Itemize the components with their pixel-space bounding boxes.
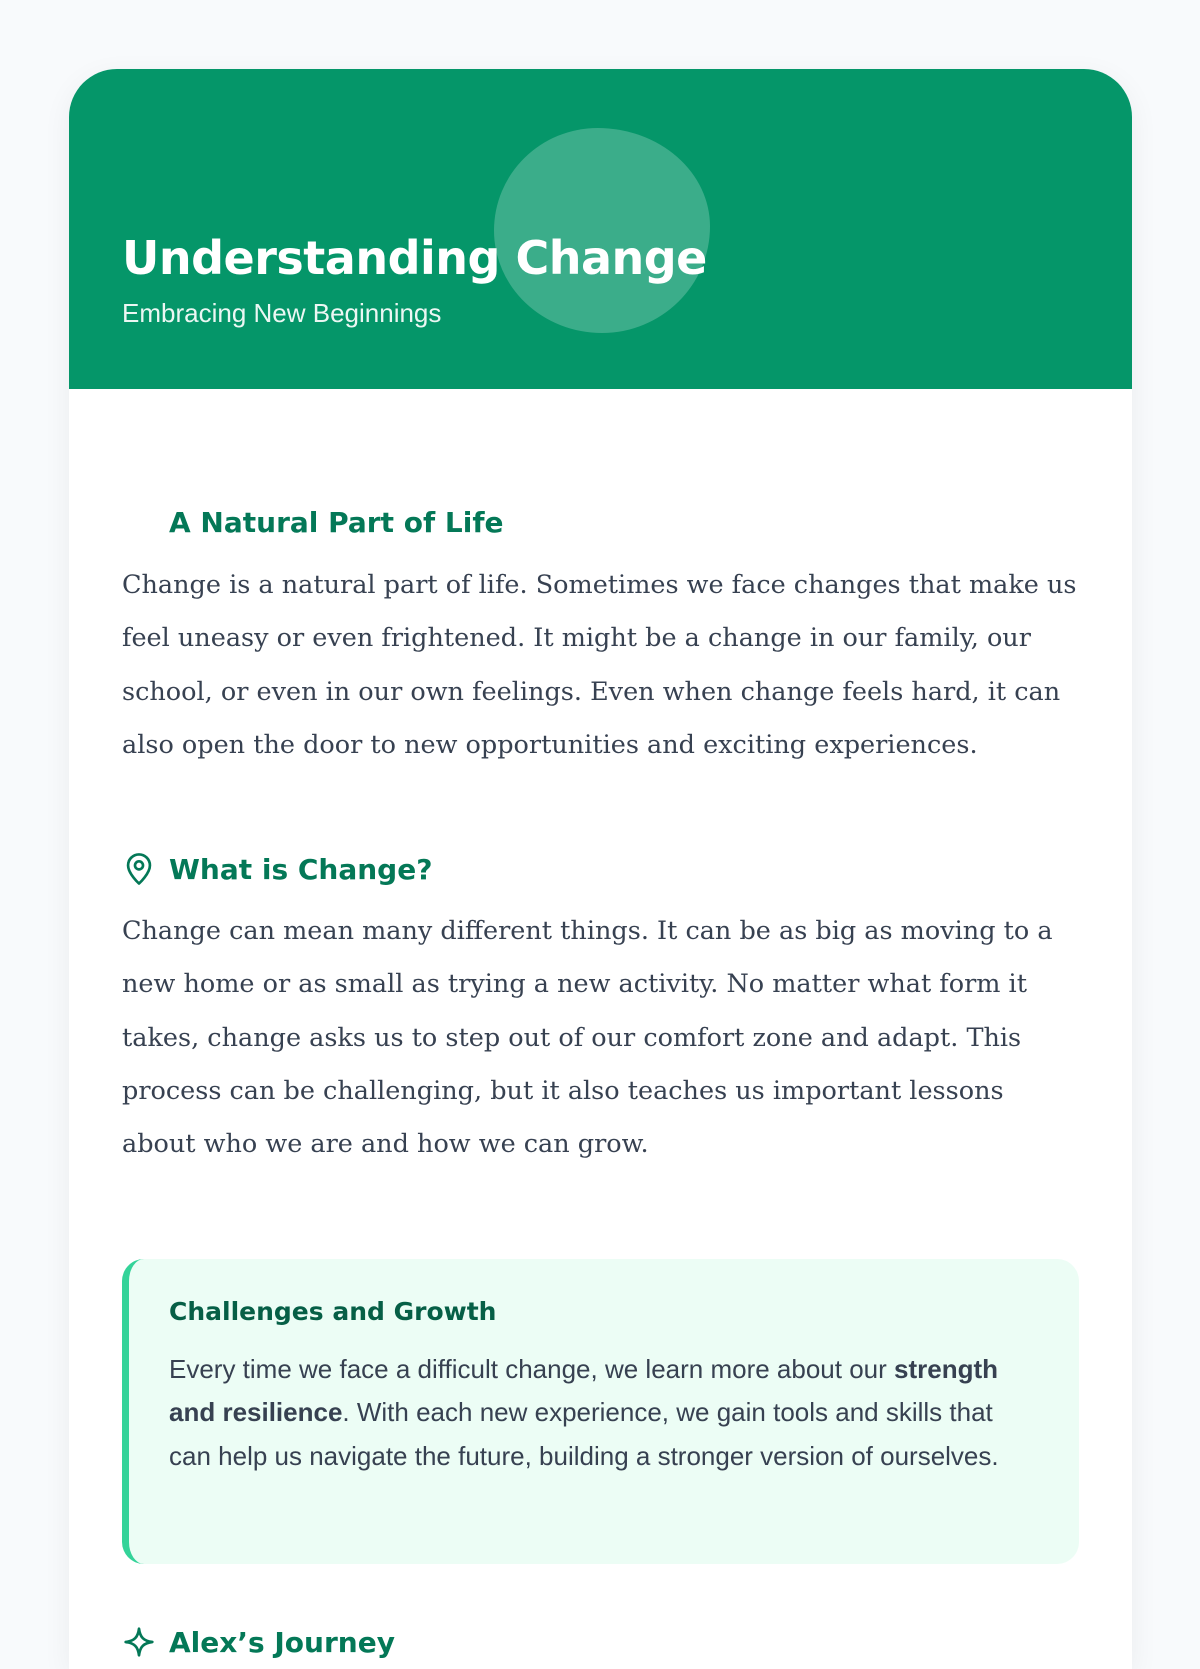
sparkle-icon bbox=[122, 1625, 156, 1659]
section-body-natural-part: Change is a natural part of life. Sometimes we face changes that make us feel uneasy or even frightened. It might be a change in our family, our school, or even in our own feelings. Even when change feels hard, it can also open the door to new opportunities and exciting experiences. bbox=[122, 570, 1077, 760]
hero-banner bbox=[69, 69, 1132, 389]
map-pin-icon bbox=[122, 852, 156, 886]
section-heading-label: Alex’s Journey bbox=[169, 1625, 395, 1659]
page-subtitle: Embracing New Beginnings bbox=[122, 298, 442, 328]
callout-challenges-growth bbox=[122, 1259, 1079, 1564]
callout-text bbox=[169, 1348, 1039, 1478]
callout-text-bold: strength and resilience bbox=[169, 1354, 999, 1428]
page-title: Understanding Change bbox=[122, 231, 707, 285]
section-body-what-is-change: Change can mean many different things. It can be as big as moving to a new home or as small as trying a new activity. No matter what form it takes, change asks us to step out of our comfort zone and adapt. This process can be challenging, but it also teaches us important lessons about who we are and how we can grow. bbox=[122, 916, 1053, 1160]
section-heading-alex-journey bbox=[122, 1625, 395, 1659]
article-card bbox=[69, 69, 1132, 1669]
callout-text-end: . With each new experience, we gain tools and skills that can help us navigate the future, building a stronger version of ourselves. bbox=[169, 1397, 999, 1471]
callout-text-start: Every time we face a difficult change, we learn more about our bbox=[169, 1354, 895, 1384]
empty-icon-slot bbox=[122, 505, 156, 539]
section-heading-what-is-change bbox=[122, 852, 432, 886]
section-heading-label: A Natural Part of Life bbox=[169, 505, 504, 539]
section-heading-label: What is Change? bbox=[169, 852, 433, 886]
section-heading-natural-part bbox=[122, 505, 504, 539]
callout-title: Challenges and Growth bbox=[169, 1297, 497, 1326]
